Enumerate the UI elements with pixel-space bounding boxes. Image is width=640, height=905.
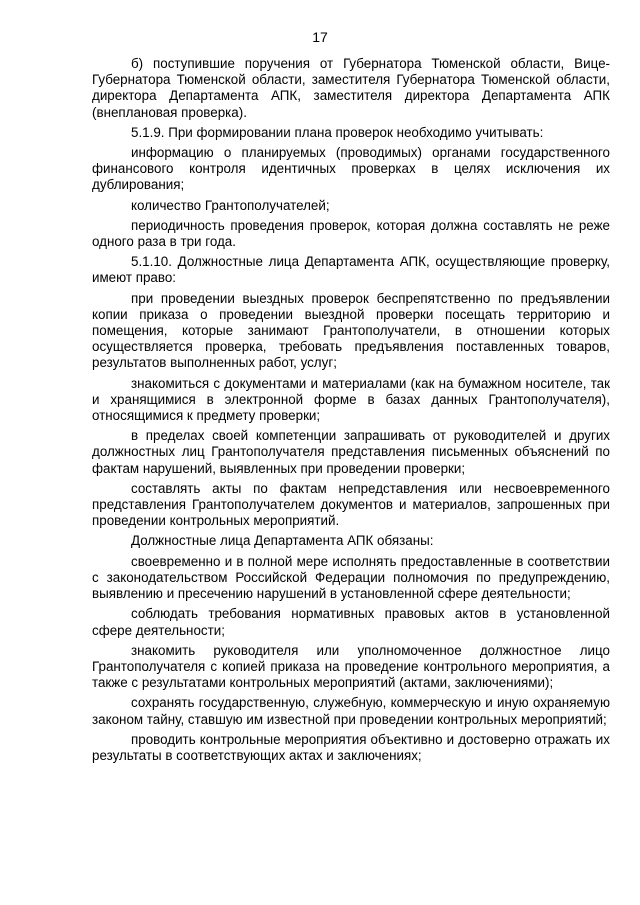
paragraph: 5.1.9. При формировании плана проверок необходимо учитывать: [131, 124, 544, 140]
paragraph: 5.1.10. Должностные лица Департамента АПК, осуществляющие проверку, имеют право: [92, 254, 610, 286]
paragraph: информацию о планируемых (проводимых) органами государственного финансового контроля идентичных проверках в целях исключения их дублирования; [92, 145, 610, 193]
paragraph: составлять акты по фактам непредставления или несвоевременного представления Грантополучателем документов и материалов, запрошенных при проведении контрольных мероприятий. [92, 480, 610, 529]
paragraph: количество Грантополучателей; [131, 197, 330, 213]
page-number: 17 [312, 29, 328, 45]
paragraph: в пределах своей компетенции запрашивать от руководителей и других должностных лиц Грантополучателя представления письменных объяснений по фактам нарушений, выявленных при проведении проверки; [92, 428, 610, 476]
paragraph: сохранять государственную, служебную, коммерческую и иную охраняемую законом тайну, ставшую им известной при проведении контрольных мероприятий; [92, 695, 610, 727]
paragraph: знакомиться с документами и материалами (как на бумажном носителе, так и хранящимися в электронной форме в базах данных Грантополучателя), относящимися к предмету проверки; [92, 375, 610, 424]
paragraph: соблюдать требования нормативных правовых актов в установленной сфере деятельности; [92, 606, 610, 638]
paragraph: знакомить руководителя или уполномоченное должностное лицо Грантополучателя с копией приказа на проведение контрольного мероприятия, а также с результатами контрольных мероприятий (актами, заключениями); [92, 642, 610, 691]
paragraph: б) поступившие поручения от Губернатора Тюменской области, Вице-Губернатора Тюменской области, заместителя Губернатора Тюменской области, директора Департамента АПК, заместителя директора Департамента АПК (внеплановая проверка). [92, 56, 610, 120]
paragraph: проводить контрольные мероприятия объективно и достоверно отражать их результаты в соответствующих актах и заключениях; [92, 731, 610, 763]
paragraph: Должностные лица Департамента АПК обязаны: [131, 533, 434, 549]
paragraph: при проведении выездных проверок беспрепятственно по предъявлении копии приказа о проведении выездной проверки посещать территорию и помещения, которые занимают Грантополучатели, в отношении которых осуществляется проверка, требовать предъявления поставленных товаров, результатов выполненных работ, услуг; [92, 290, 610, 371]
paragraph: своевременно и в полной мере исполнять предоставленные в соответствии с законодательством Российской Федерации полномочия по предупреждению, выявлению и пресечению нарушений в установленной сфере деятельности; [92, 553, 610, 602]
document-body [92, 56, 610, 768]
paragraph: периодичность проведения проверок, которая должна составлять не реже одного раза в три года. [92, 217, 610, 250]
